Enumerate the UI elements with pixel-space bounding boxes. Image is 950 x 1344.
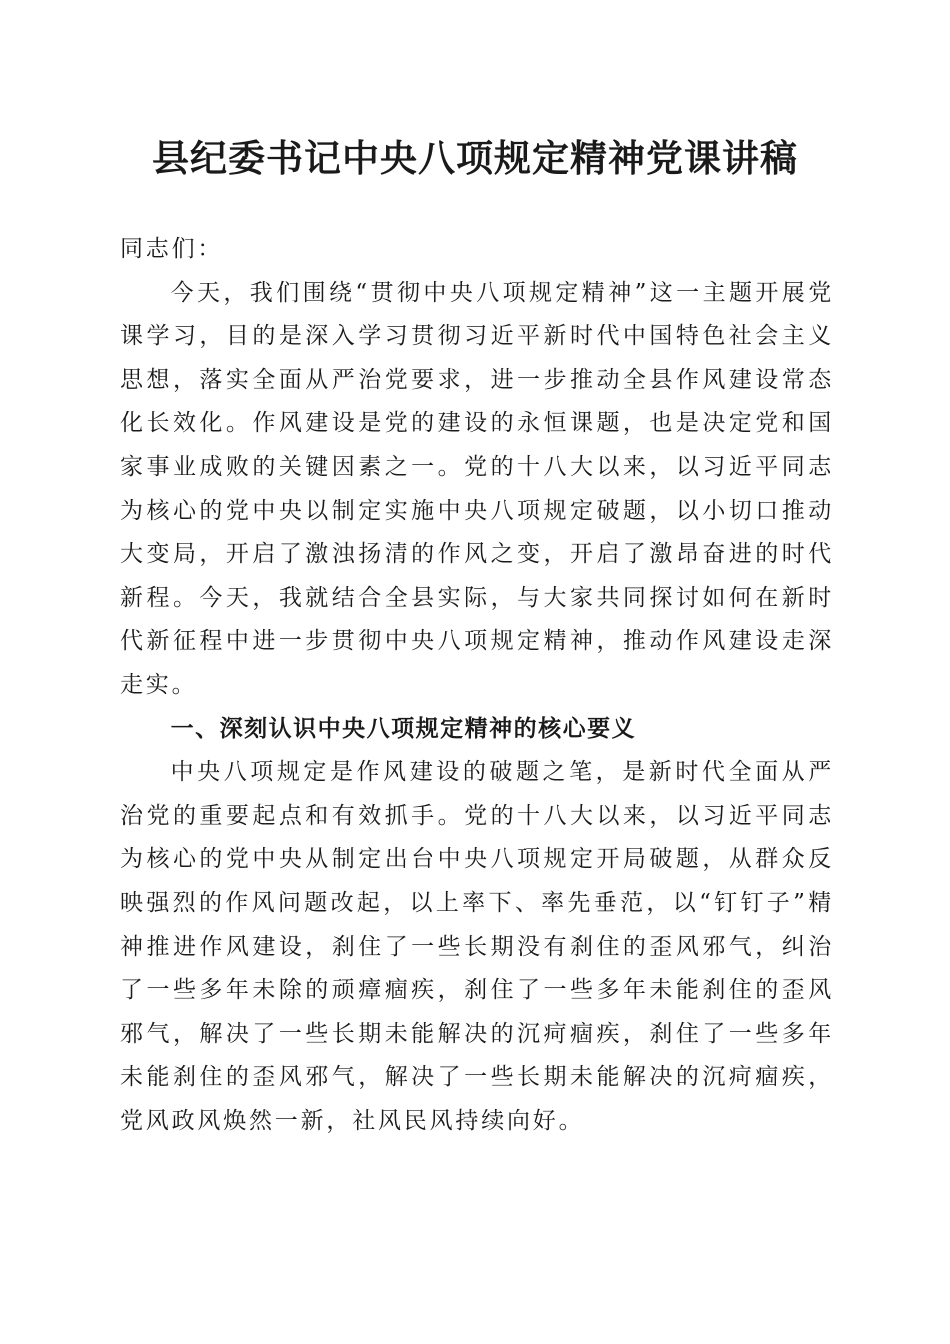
salutation: 同志们：: [120, 236, 224, 262]
section-heading-1: 一、深刻认识中央八项规定精神的核心要义: [170, 715, 637, 742]
document-title: 县纪委书记中央八项规定精神党课讲稿: [152, 136, 798, 180]
document-body: [120, 228, 834, 1143]
intro-paragraph: 今天，我们围绕“贯彻中央八项规定精神”这一主题开展党课学习，目的是深入学习贯彻习近平新时代中国特色社会主义思想，落实全面从严治党要求，进一步推动全县作风建设常态化长效化。作风建设是党的建设的永恒课题，也是决定党和国家事业成败的关键因素之一。党的十八大以来，以习近平同志为核心的党中央以制定实施中央八项规定破题，以小切口推动大变局，开启了激浊扬清的作风之变，开启了激昂奋进的时代新程。今天，我就结合全县实际，与大家共同探讨如何在新时代新征程中进一步贯彻中央八项规定精神，推动作风建设走深走实。: [120, 279, 834, 698]
section-1-paragraph: 中央八项规定是作风建设的破题之笔，是新时代全面从严治党的重要起点和有效抓手。党的十八大以来，以习近平同志为核心的党中央从制定出台中央八项规定开局破题，从群众反映强烈的作风问题改起，以上率下、率先垂范，以“钉钉子”精神推进作风建设，刹住了一些长期没有刹住的歪风邪气，纠治了一些多年未除的顽瘴痼疾，刹住了一些多年未能刹住的歪风邪气，解决了一些长期未能解决的沉疴痼疾，刹住了一些多年未能刹住的歪风邪气，解决了一些长期未能解决的沉疴痼疾，党风政风焕然一新，社风民风持续向好。: [120, 759, 834, 1134]
